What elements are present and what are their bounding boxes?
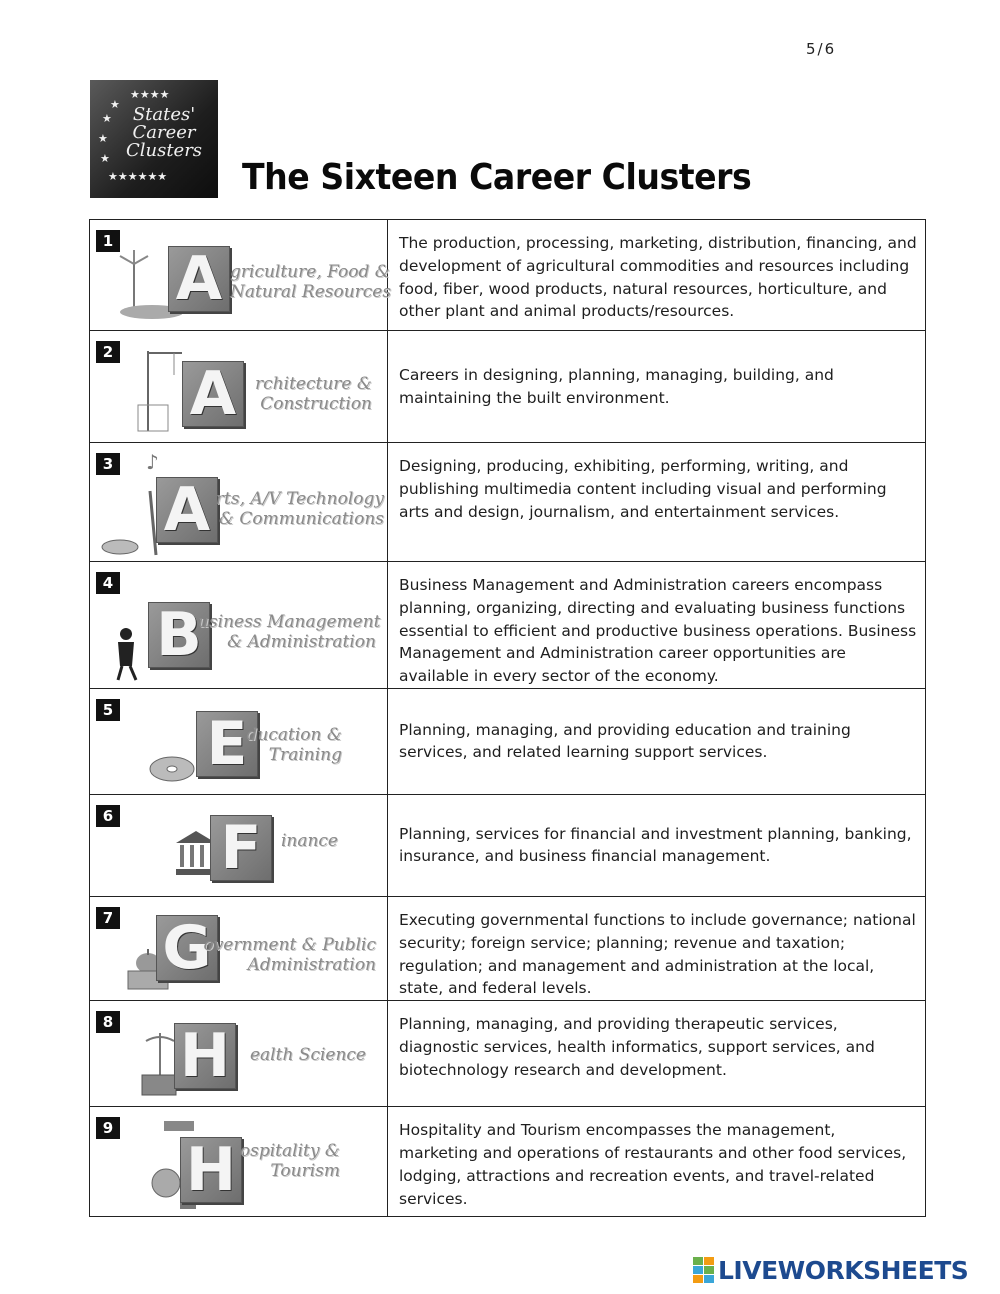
cluster-number-badge: 3: [96, 453, 120, 475]
cluster-description: Designing, producing, exhibiting, performing, writing, and publishing multimedia content including visual and performing arts and design, journalism, and entertainment services.: [388, 443, 926, 562]
cluster-letter-tile: F: [210, 815, 272, 881]
page-title: The Sixteen Career Clusters: [242, 157, 752, 198]
logo-line-2: Career: [132, 122, 196, 143]
cluster-description: Hospitality and Tourism encompasses the management, marketing and operations of restaurants and other food services, lodging, attractions and recreation events, and travel-related services.: [388, 1107, 926, 1217]
table-row: [90, 443, 926, 562]
cluster-description: Careers in designing, planning, managing, building, and maintaining the built environment.: [388, 331, 926, 443]
page-number: 5/6: [806, 40, 837, 58]
cluster-name: ospitality & Tourism: [239, 1141, 340, 1182]
table-row: [90, 688, 926, 794]
cluster-name: usiness Management & Administration: [198, 612, 381, 652]
cluster-name: rts, A/V Technology & Communications: [215, 489, 384, 529]
states-career-clusters-logo: [90, 80, 218, 198]
cluster-name: griculture, Food & Natural Resources: [230, 262, 392, 302]
svg-text:★★★★★★: ★★★★★★: [108, 170, 168, 183]
table-row: [90, 896, 926, 1000]
cluster-letter-tile: A: [156, 477, 218, 543]
cluster-number-badge: 8: [96, 1011, 120, 1033]
cluster-number-badge: 7: [96, 907, 120, 929]
svg-text:★: ★: [100, 152, 110, 165]
liveworksheets-logo-icon: [693, 1257, 715, 1283]
table-row: [90, 1001, 926, 1107]
logo-line-1: States': [132, 104, 196, 125]
table-row: [90, 1107, 926, 1217]
logo-line-3: Clusters: [125, 140, 203, 161]
cluster-letter-tile: B: [148, 602, 210, 668]
cluster-letter-tile: H: [180, 1137, 242, 1203]
cluster-description: The production, processing, marketing, distribution, financing, and development of agricultural commodities and resources including food, fiber, wood products, natural resources, horticulture, and other plant and animal products/resources.: [388, 220, 926, 331]
cluster-letter-tile: H: [174, 1023, 236, 1089]
cluster-description: Executing governmental functions to include governance; national security; foreign service; planning; revenue and taxation; regulation; and management and administration at the local, state, and federal levels.: [388, 896, 926, 1000]
cluster-image-cell: [90, 562, 388, 689]
cluster-letter-tile: E: [196, 711, 258, 777]
career-clusters-table: [89, 219, 926, 1217]
cluster-description: Planning, services for financial and investment planning, banking, insurance, and business financial management.: [388, 794, 926, 896]
cluster-description: Planning, managing, and providing education and training services, and related learning support services.: [388, 688, 926, 794]
cluster-number-badge: 1: [96, 230, 120, 252]
svg-text:♪: ♪: [146, 451, 159, 474]
crane-icon: [134, 345, 184, 435]
cluster-image-cell: [90, 443, 388, 562]
cluster-description: Planning, managing, and providing therapeutic services, diagnostic services, health informatics, support services, and biotechnology research and development.: [388, 1001, 926, 1107]
svg-text:★: ★: [98, 132, 108, 145]
cd-disc-icon: [148, 749, 198, 785]
cluster-name: inance: [280, 830, 338, 851]
cluster-number-badge: 5: [96, 699, 120, 721]
cluster-image-cell: [90, 1107, 388, 1217]
cluster-letter-tile: G: [156, 915, 218, 981]
svg-text:★★★★: ★★★★: [130, 88, 170, 101]
table-row: [90, 562, 926, 689]
cluster-number-badge: 9: [96, 1117, 120, 1139]
cluster-description: Business Management and Administration careers encompass planning, organizing, directing and evaluating business functions essential to efficient and productive business operations. Business Management and Administration career opportunities are available in every sector of the economy.: [388, 562, 926, 689]
svg-text:★: ★: [102, 112, 112, 125]
svg-text:★: ★: [110, 98, 120, 111]
cluster-image-cell: [90, 220, 392, 331]
cluster-image-cell: [90, 794, 388, 896]
cluster-image-cell: [90, 896, 388, 1000]
cluster-image-cell: [90, 331, 388, 443]
brand-text: LIVEWORKSHEETS: [718, 1255, 969, 1285]
cluster-name: overnment & Public Administration: [203, 934, 376, 975]
cluster-image-cell: [90, 1001, 388, 1107]
business-person-icon: [110, 626, 150, 682]
table-row: [90, 220, 926, 331]
cluster-name: ealth Science: [249, 1045, 366, 1066]
cluster-number-badge: 2: [96, 341, 120, 363]
table-row: [90, 331, 926, 443]
liveworksheets-brand[interactable]: [693, 1254, 968, 1286]
cluster-name: ducation & Training: [246, 724, 342, 765]
cluster-letter-tile: A: [182, 361, 244, 427]
cluster-number-badge: 6: [96, 805, 120, 827]
table-row: [90, 794, 926, 896]
cluster-number-badge: 4: [96, 572, 120, 594]
cluster-letter-tile: A: [168, 246, 230, 312]
cluster-name: rchitecture & Construction: [255, 374, 372, 414]
cluster-image-cell: [90, 688, 388, 794]
